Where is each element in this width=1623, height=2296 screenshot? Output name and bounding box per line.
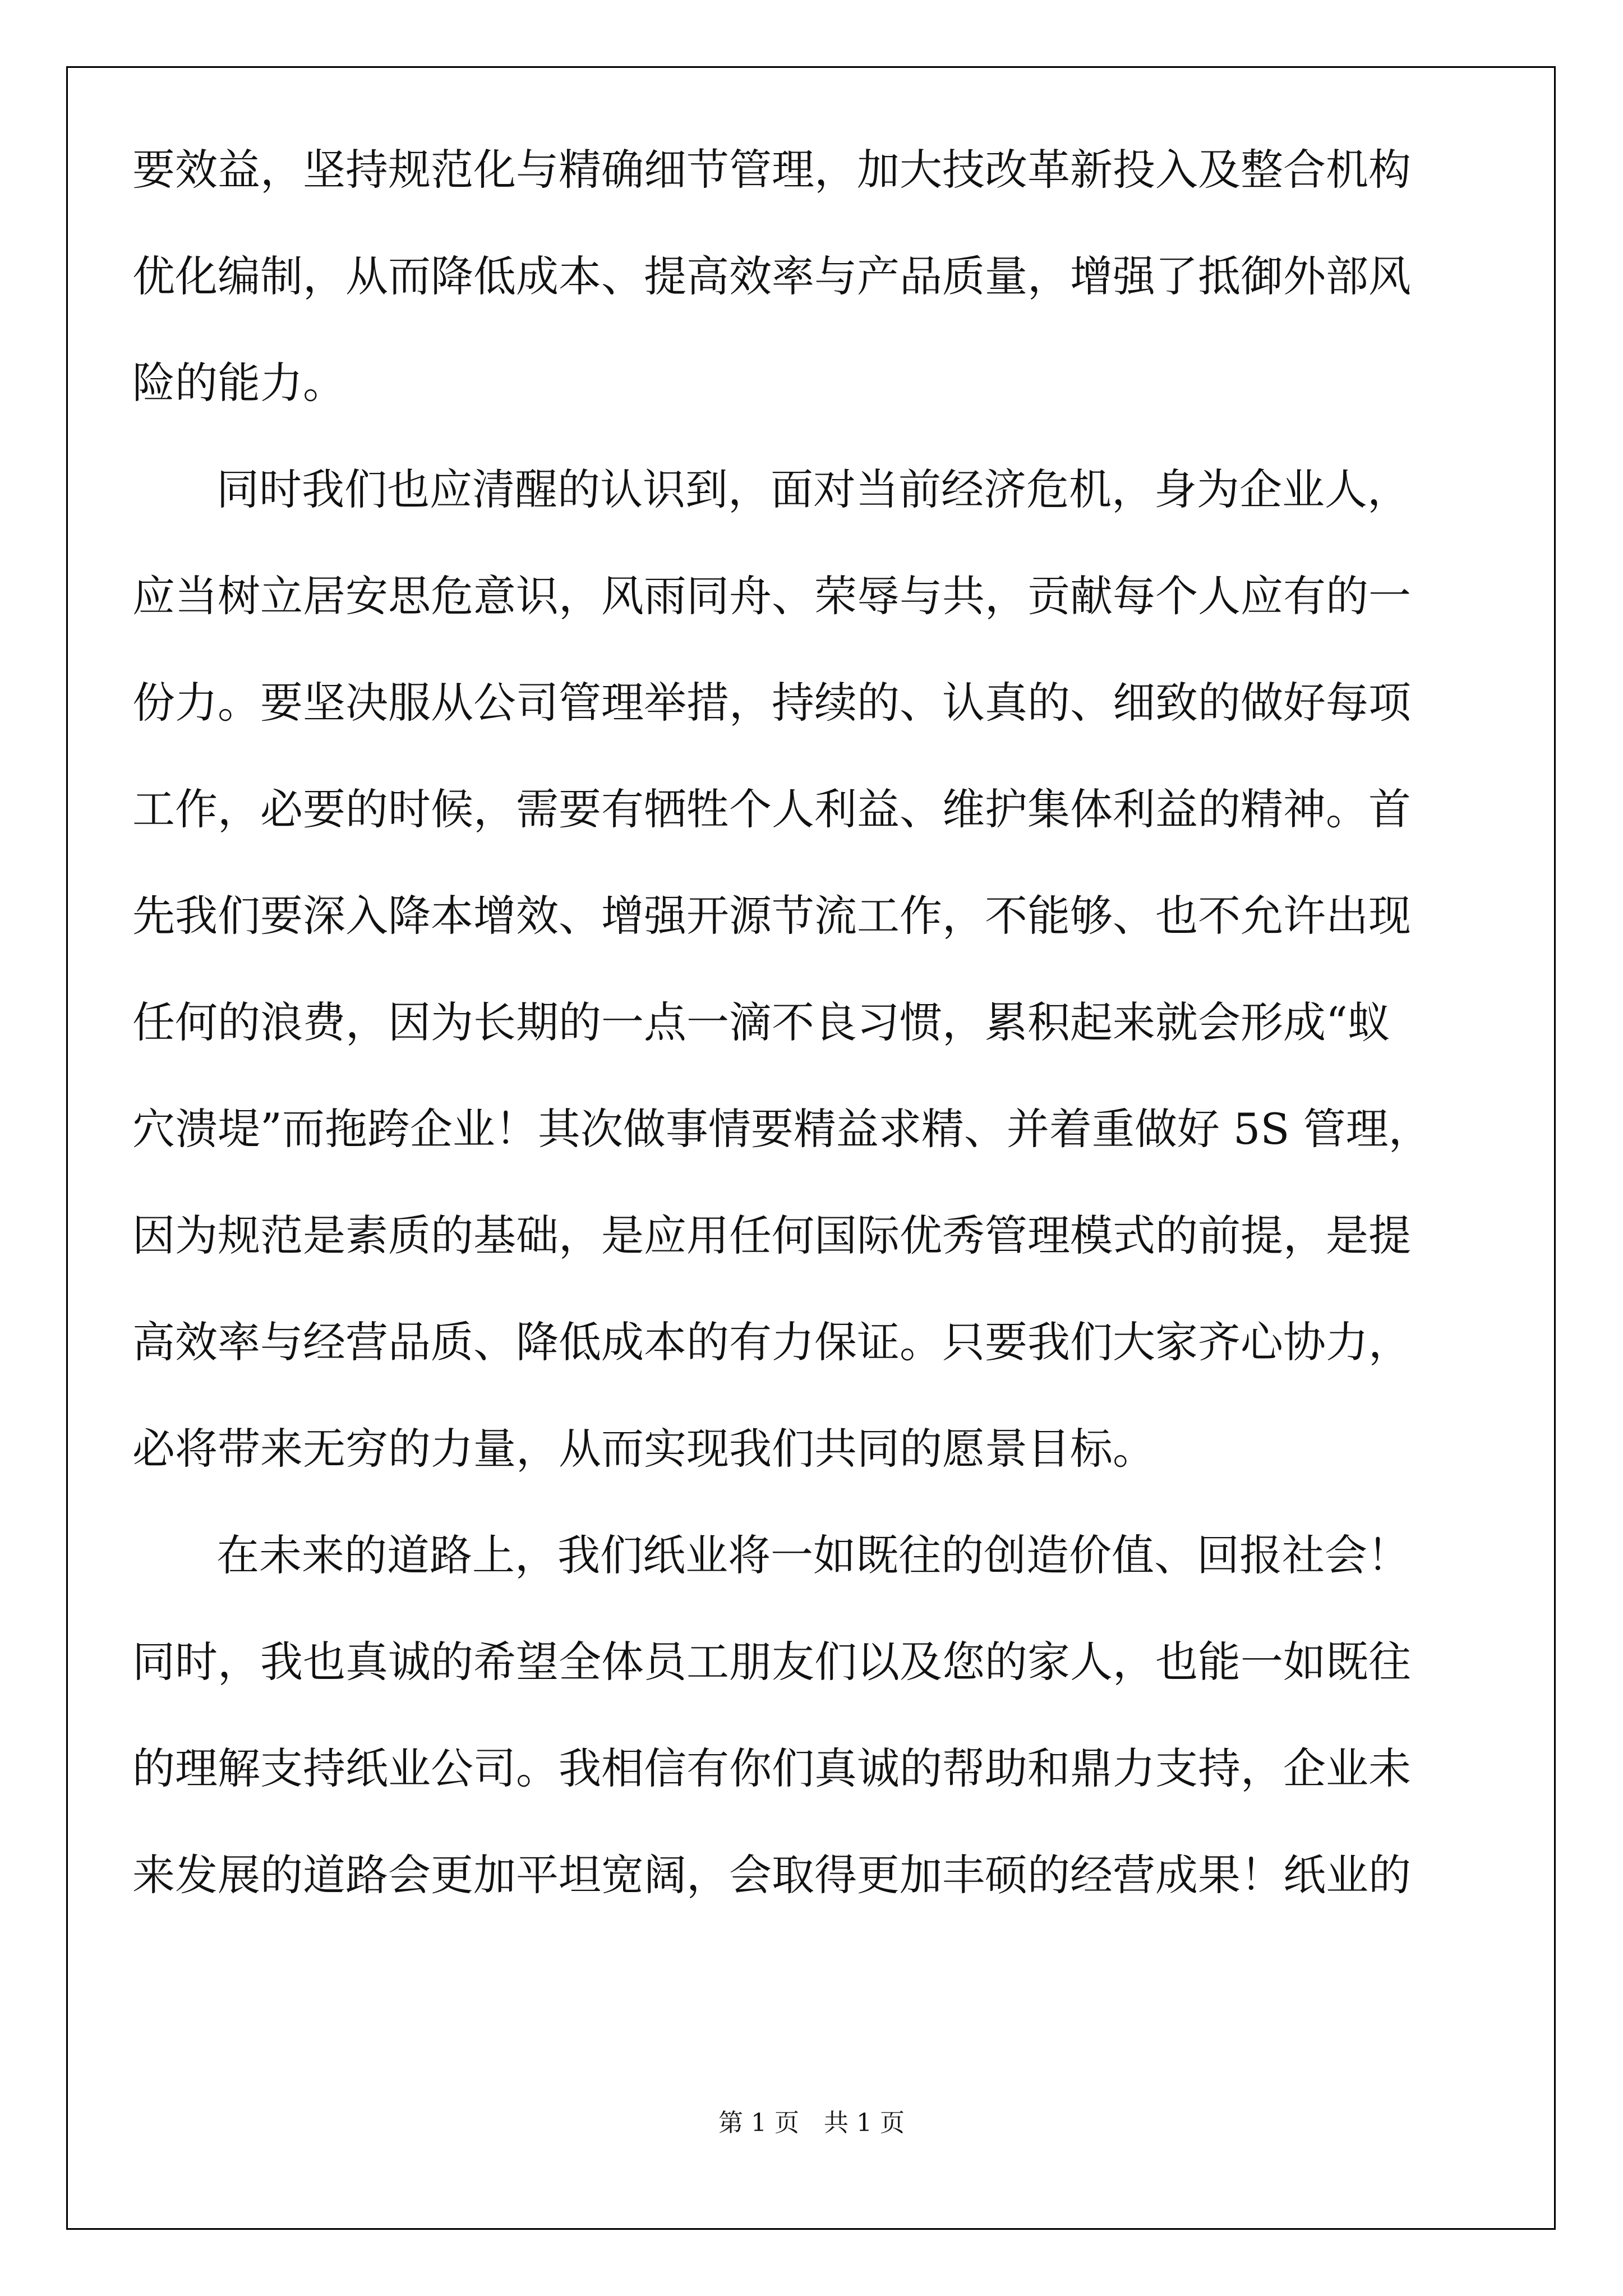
- text-line: 优化编制，从而降低成本、提高效率与产品质量，增强了抵御外部风: [132, 251, 1411, 301]
- paragraph-start-line: 在未来的道路上，我们纸业将一如既往的创造价值、回报社会！: [216, 1530, 1410, 1580]
- text-line: 任何的浪费，因为长期的一点一滴不良习惯，累积起来就会形成“蚁: [132, 997, 1390, 1047]
- text-line: 高效率与经营品质、降低成本的有力保证。只要我们大家齐心协力，: [132, 1317, 1411, 1367]
- text-line: 穴溃堤”而拖跨企业！其次做事情要精益求精、并着重做好 5S 管理，: [132, 1104, 1431, 1154]
- paragraph-start-line: 同时我们也应清醒的认识到，面对当前经济危机，身为企业人，: [216, 464, 1410, 514]
- text-line: 应当树立居安思危意识，风雨同舟、荣辱与共，贡献每个人应有的一: [132, 571, 1411, 621]
- page-number-footer: 第 1 页 共 1 页: [718, 2109, 905, 2137]
- text-line: 必将带来无穷的力量，从而实现我们共同的愿景目标。: [132, 1424, 1155, 1474]
- text-line: 来发展的道路会更加平坦宽阔，会取得更加丰硕的经营成果！纸业的: [132, 1850, 1411, 1900]
- text-line: 同时，我也真诚的希望全体员工朋友们以及您的家人，也能一如既往: [132, 1637, 1411, 1687]
- text-line: 险的能力。: [132, 358, 345, 408]
- text-line: 份力。要坚决服从公司管理举措，持续的、认真的、细致的做好每项: [132, 678, 1411, 728]
- document-body: [132, 117, 1490, 1929]
- text-line: 因为规范是素质的基础，是应用任何国际优秀管理模式的前提，是提: [132, 1211, 1411, 1260]
- text-line: 的理解支持纸业公司。我相信有你们真诚的帮助和鼎力支持，企业未: [132, 1743, 1411, 1793]
- text-line: 先我们要深入降本增效、增强开源节流工作，不能够、也不允许出现: [132, 891, 1411, 941]
- text-line: 工作，必要的时候，需要有牺牲个人利益、维护集体利益的精神。首: [132, 784, 1411, 834]
- text-line: 要效益，坚持规范化与精确细节管理，加大技改革新投入及整合机构: [132, 145, 1411, 195]
